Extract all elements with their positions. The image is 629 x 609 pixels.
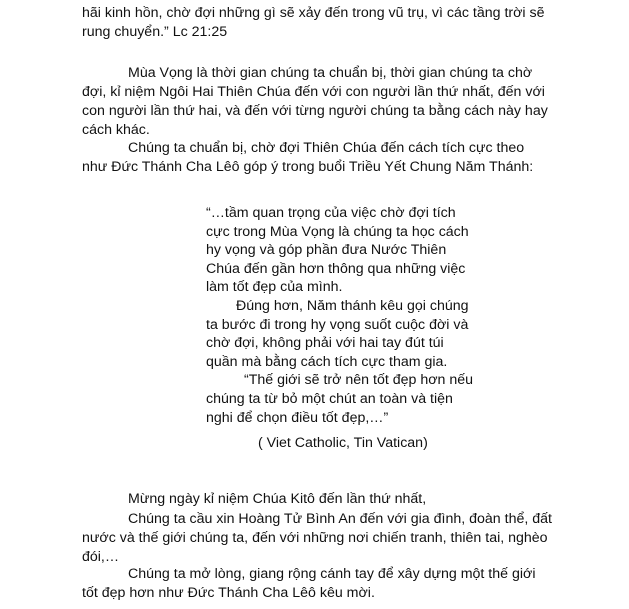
document-page	[82, 0, 552, 609]
quote-paragraph-2: Đúng hơn, Năm thánh kêu gọi chúng ta bước đi trong hy vọng suốt cuộc đời và chờ đợi, không phải với hai tay đút túi quần mà bằng cách tích cực tham gia.	[206, 297, 469, 370]
closing-line-1: Mừng ngày kỉ niệm Chúa Kitô đến lần thứ nhất,	[128, 491, 427, 507]
closing-paragraph-3: Chúng ta mở lòng, giang rộng cánh tay để xây dựng một thế giới tốt đẹp hơn như Đức Thánh Cha Lêô kêu mời.	[82, 566, 536, 601]
blockquote	[206, 204, 476, 427]
quote-paragraph-3: “Thế giới sẽ trở nên tốt đẹp hơn nếu chúng ta từ bỏ một chút an toàn và tiện nghi để chọn điều tốt đẹp,…”	[206, 372, 474, 426]
paragraph-prepare: Chúng ta chuẩn bị, chờ đợi Thiên Chúa đến cách tích cực theo như Đức Thánh Cha Lêô góp ý trong buổi Triều Yết Chung Năm Thánh:	[82, 140, 534, 175]
paragraph-advent: Mùa Vọng là thời gian chúng ta chuẩn bị, thời gian chúng ta chờ đợi, kỉ niệm Ngôi Hai Thiên Chúa đến với con người lần thứ nhất, đến với con người lần thứ hai, và đến với từng người chúng ta bằng cách này hay cách khác.	[82, 65, 548, 138]
closing-paragraph-2: Chúng ta cầu xin Hoàng Tử Bình An đến với gia đình, đoàn thể, đất nước và thế giới chúng ta, đến với những nơi chiến tranh, thiên tai, nghèo đói,…	[82, 511, 552, 565]
paragraph-scripture: hãi kinh hồn, chờ đợi những gì sẽ xảy đến trong vũ trụ, vì các tầng trời sẽ rung chuyển.” Lc 21:25	[82, 5, 545, 40]
quote-paragraph-1: “…tầm quan trọng của việc chờ đợi tích cực trong Mùa Vọng là chúng ta học cách hy vọng và góp phần đưa Nước Thiên Chúa đến gần hơn thông qua những việc làm tốt đẹp của mình.	[206, 205, 469, 296]
quote-source: ( Viet Catholic, Tin Vatican)	[258, 435, 428, 451]
